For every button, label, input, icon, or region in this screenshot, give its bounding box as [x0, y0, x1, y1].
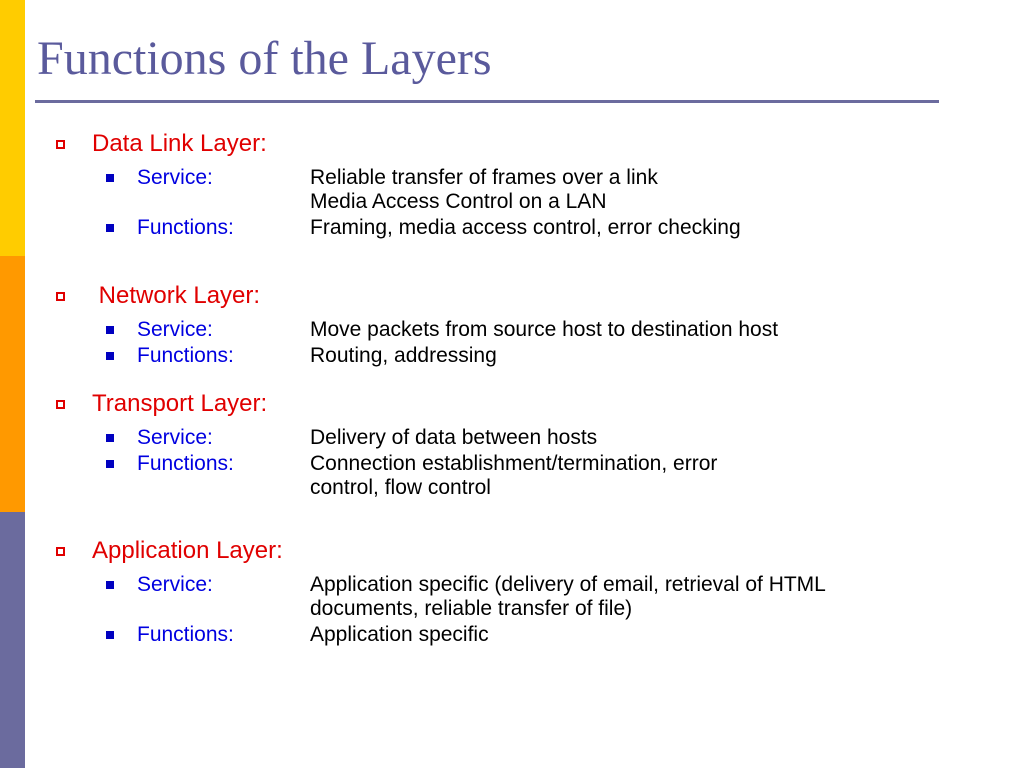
- item-description: [310, 426, 717, 450]
- item-label: Functions:: [137, 452, 234, 475]
- slide-title: Functions of the Layers: [37, 32, 492, 85]
- filled-square-bullet-icon: [106, 434, 114, 442]
- item-label: Service:: [137, 166, 213, 189]
- item-description: [310, 452, 717, 500]
- filled-square-bullet-icon: [106, 581, 114, 589]
- item-description: [310, 166, 741, 214]
- filled-square-bullet-icon: [106, 326, 114, 334]
- item-description: [310, 573, 826, 621]
- item-description-line: Media Access Control on a LAN: [310, 190, 607, 213]
- item-description-line: Move packets from source host to destination host: [310, 318, 779, 341]
- layer-detail-item: [56, 166, 741, 214]
- layer-section: [56, 537, 826, 647]
- filled-square-bullet-icon: [106, 352, 114, 360]
- layer-heading: Data Link Layer:: [92, 130, 267, 157]
- filled-square-bullet-icon: [106, 460, 114, 468]
- layer-heading: Network Layer:: [92, 282, 261, 309]
- item-description-line: Connection establishment/termination, error: [310, 452, 718, 475]
- filled-square-bullet-icon: [106, 174, 114, 182]
- filled-square-bullet-icon: [106, 224, 114, 232]
- item-description: [310, 344, 778, 368]
- item-description-line: Delivery of data between hosts: [310, 426, 598, 449]
- hollow-square-bullet-icon: [56, 292, 65, 301]
- item-label: Functions:: [137, 216, 234, 239]
- layer-section: [56, 282, 778, 368]
- item-description-line: Reliable transfer of frames over a link: [310, 166, 658, 189]
- item-description-line: Application specific: [310, 623, 489, 646]
- item-description-line: Framing, media access control, error checking: [310, 216, 741, 239]
- layer-detail-item: [56, 318, 778, 342]
- side-bar-orange: [0, 256, 25, 512]
- layer-heading-row: [56, 130, 741, 164]
- layer-heading: Application Layer:: [92, 537, 283, 564]
- layer-detail-item: [56, 623, 826, 647]
- item-label: Service:: [137, 426, 213, 449]
- item-label: Service:: [137, 318, 213, 341]
- title-divider: [35, 100, 939, 103]
- layer-heading: Transport Layer:: [92, 390, 268, 417]
- layer-detail-item: [56, 344, 778, 368]
- layer-heading-row: [56, 282, 778, 316]
- layer-detail-item: [56, 216, 741, 240]
- side-bar-purple: [0, 512, 25, 768]
- hollow-square-bullet-icon: [56, 140, 65, 149]
- layer-section: [56, 390, 717, 500]
- item-description: [310, 216, 741, 240]
- item-description-line: control, flow control: [310, 476, 491, 499]
- item-label: Functions:: [137, 344, 234, 367]
- item-label: Functions:: [137, 623, 234, 646]
- layer-detail-item: [56, 573, 826, 621]
- hollow-square-bullet-icon: [56, 547, 65, 556]
- filled-square-bullet-icon: [106, 631, 114, 639]
- item-label: Service:: [137, 573, 213, 596]
- item-description-line: Application specific (delivery of email, retrieval of HTML: [310, 573, 826, 596]
- hollow-square-bullet-icon: [56, 400, 65, 409]
- item-description: [310, 318, 778, 342]
- layer-heading-row: [56, 390, 717, 424]
- side-bar-yellow: [0, 0, 25, 256]
- layer-detail-item: [56, 452, 717, 500]
- item-description-line: documents, reliable transfer of file): [310, 597, 633, 620]
- layer-section: [56, 130, 741, 240]
- layer-detail-item: [56, 426, 717, 450]
- layer-heading-row: [56, 537, 826, 571]
- item-description-line: Routing, addressing: [310, 344, 497, 367]
- item-description: [310, 623, 826, 647]
